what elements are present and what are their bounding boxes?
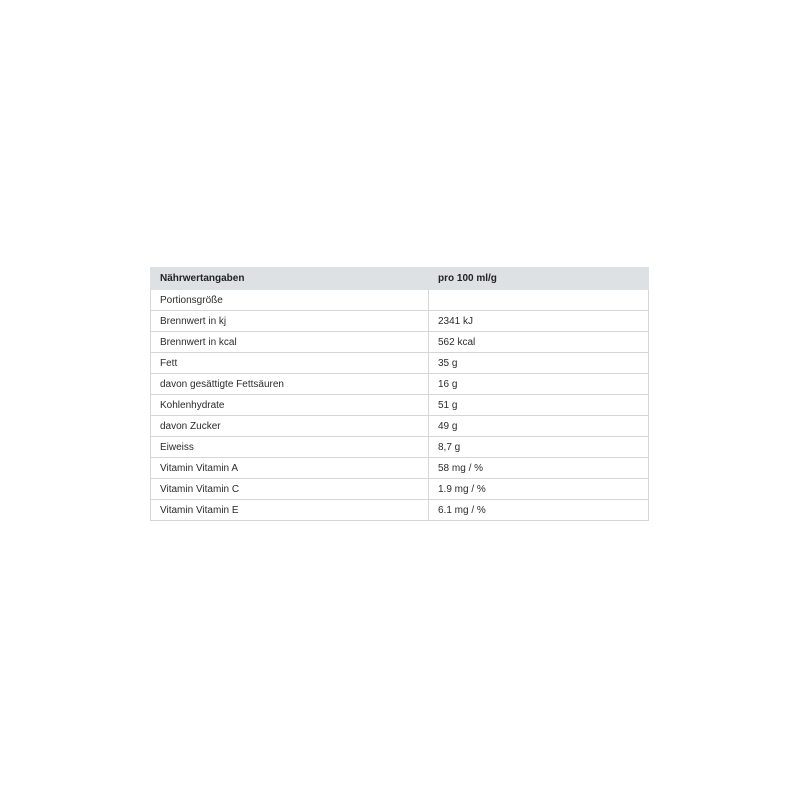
table-row xyxy=(151,479,649,500)
row-value: 58 mg / % xyxy=(429,458,649,479)
table-row xyxy=(151,395,649,416)
table-row xyxy=(151,416,649,437)
table-row xyxy=(151,458,649,479)
table-body xyxy=(151,290,649,521)
table-row xyxy=(151,332,649,353)
row-value: 6.1 mg / % xyxy=(429,500,649,521)
header-nutrition-facts: Nährwertangaben xyxy=(151,268,429,290)
row-value: 2341 kJ xyxy=(429,311,649,332)
row-label: davon gesättigte Fettsäuren xyxy=(151,374,429,395)
table-row xyxy=(151,437,649,458)
table-row xyxy=(151,290,649,311)
table-row xyxy=(151,311,649,332)
table-row xyxy=(151,353,649,374)
row-label: Vitamin Vitamin A xyxy=(151,458,429,479)
row-value: 1.9 mg / % xyxy=(429,479,649,500)
table-row xyxy=(151,374,649,395)
row-value: 562 kcal xyxy=(429,332,649,353)
row-value: 35 g xyxy=(429,353,649,374)
row-label: Fett xyxy=(151,353,429,374)
header-per-100: pro 100 ml/g xyxy=(429,268,649,290)
row-label: Vitamin Vitamin E xyxy=(151,500,429,521)
table-row xyxy=(151,500,649,521)
row-label: Eiweiss xyxy=(151,437,429,458)
row-label: Kohlenhydrate xyxy=(151,395,429,416)
row-value: 49 g xyxy=(429,416,649,437)
row-value: 8,7 g xyxy=(429,437,649,458)
row-label: Vitamin Vitamin C xyxy=(151,479,429,500)
row-value: 51 g xyxy=(429,395,649,416)
row-label: davon Zucker xyxy=(151,416,429,437)
row-label: Portionsgröße xyxy=(151,290,429,311)
row-label: Brennwert in kcal xyxy=(151,332,429,353)
row-value: 16 g xyxy=(429,374,649,395)
row-label: Brennwert in kj xyxy=(151,311,429,332)
header-row xyxy=(151,268,649,290)
nutrition-table xyxy=(150,267,649,521)
row-value xyxy=(429,290,649,311)
table-header xyxy=(151,268,649,290)
